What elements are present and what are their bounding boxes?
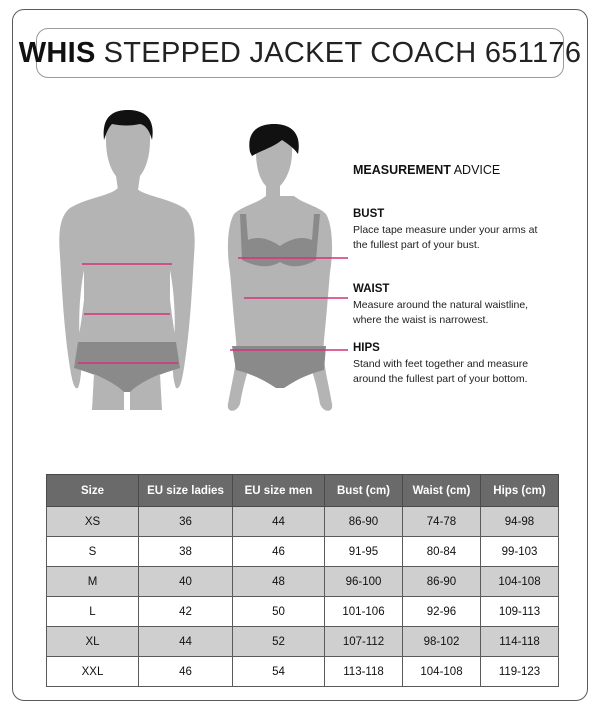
cell-size: XS	[47, 507, 139, 537]
header-eu-size-ladies: EU size ladies	[139, 475, 233, 507]
table-row	[47, 597, 559, 627]
cell-size: XL	[47, 627, 139, 657]
cell-hips: 104-108	[481, 567, 559, 597]
header-bust: Bust (cm)	[325, 475, 403, 507]
hips-heading: HIPS	[353, 342, 380, 354]
cell-hips: 109-113	[481, 597, 559, 627]
cell-eu-men: 54	[233, 657, 325, 687]
cell-eu-ladies: 42	[139, 597, 233, 627]
cell-eu-men: 48	[233, 567, 325, 597]
cell-waist: 74-78	[403, 507, 481, 537]
size-chart-table	[46, 474, 559, 687]
cell-bust: 91-95	[325, 537, 403, 567]
product-name: STEPPED JACKET COACH 651176	[103, 36, 582, 69]
cell-bust: 101-106	[325, 597, 403, 627]
cell-eu-ladies: 38	[139, 537, 233, 567]
bust-instructions	[353, 207, 573, 253]
cell-waist: 92-96	[403, 597, 481, 627]
bust-heading: BUST	[353, 208, 385, 220]
cell-waist: 86-90	[403, 567, 481, 597]
cell-waist: 98-102	[403, 627, 481, 657]
advice-rest: ADVICE	[453, 163, 501, 177]
cell-eu-men: 46	[233, 537, 325, 567]
bust-text-line2: the fullest part of your bust.	[353, 239, 480, 251]
female-figure	[228, 124, 348, 411]
hips-instructions	[353, 341, 573, 387]
cell-bust: 107-112	[325, 627, 403, 657]
cell-waist: 104-108	[403, 657, 481, 687]
cell-size: XXL	[47, 657, 139, 687]
female-underwear	[232, 346, 326, 388]
cell-hips: 114-118	[481, 627, 559, 657]
waist-text-line2: where the waist is narrowest.	[353, 314, 489, 326]
cell-eu-ladies: 36	[139, 507, 233, 537]
header-hips: Hips (cm)	[481, 475, 559, 507]
waist-instructions	[353, 282, 573, 328]
cell-hips: 94-98	[481, 507, 559, 537]
table-row	[47, 507, 559, 537]
table-row	[47, 657, 559, 687]
header-size: Size	[47, 475, 139, 507]
hips-text-line1: Stand with feet together and measure	[353, 358, 529, 370]
bust-text-line1: Place tape measure under your arms at	[353, 224, 538, 236]
waist-heading: WAIST	[353, 283, 390, 295]
hips-text-line2: around the fullest part of your bottom.	[353, 373, 528, 385]
cell-eu-ladies: 40	[139, 567, 233, 597]
cell-hips: 99-103	[481, 537, 559, 567]
male-underwear	[74, 342, 180, 392]
cell-eu-ladies: 46	[139, 657, 233, 687]
header-eu-size-men: EU size men	[233, 475, 325, 507]
cell-eu-ladies: 44	[139, 627, 233, 657]
cell-hips: 119-123	[481, 657, 559, 687]
cell-eu-men: 44	[233, 507, 325, 537]
male-figure	[59, 110, 194, 410]
brand-name: WHIS	[18, 36, 96, 69]
cell-bust: 86-90	[325, 507, 403, 537]
table-row	[47, 537, 559, 567]
table-row	[47, 627, 559, 657]
table-row	[47, 567, 559, 597]
advice-strong: MEASUREMENT	[353, 163, 451, 177]
cell-eu-men: 52	[233, 627, 325, 657]
cell-size: M	[47, 567, 139, 597]
cell-bust: 113-118	[325, 657, 403, 687]
measurement-advice-heading	[353, 163, 500, 177]
cell-size: L	[47, 597, 139, 627]
waist-text-line1: Measure around the natural waistline,	[353, 299, 529, 311]
cell-waist: 80-84	[403, 537, 481, 567]
cell-bust: 96-100	[325, 567, 403, 597]
cell-size: S	[47, 537, 139, 567]
cell-eu-men: 50	[233, 597, 325, 627]
table-header-row	[47, 475, 559, 507]
header-waist: Waist (cm)	[403, 475, 481, 507]
